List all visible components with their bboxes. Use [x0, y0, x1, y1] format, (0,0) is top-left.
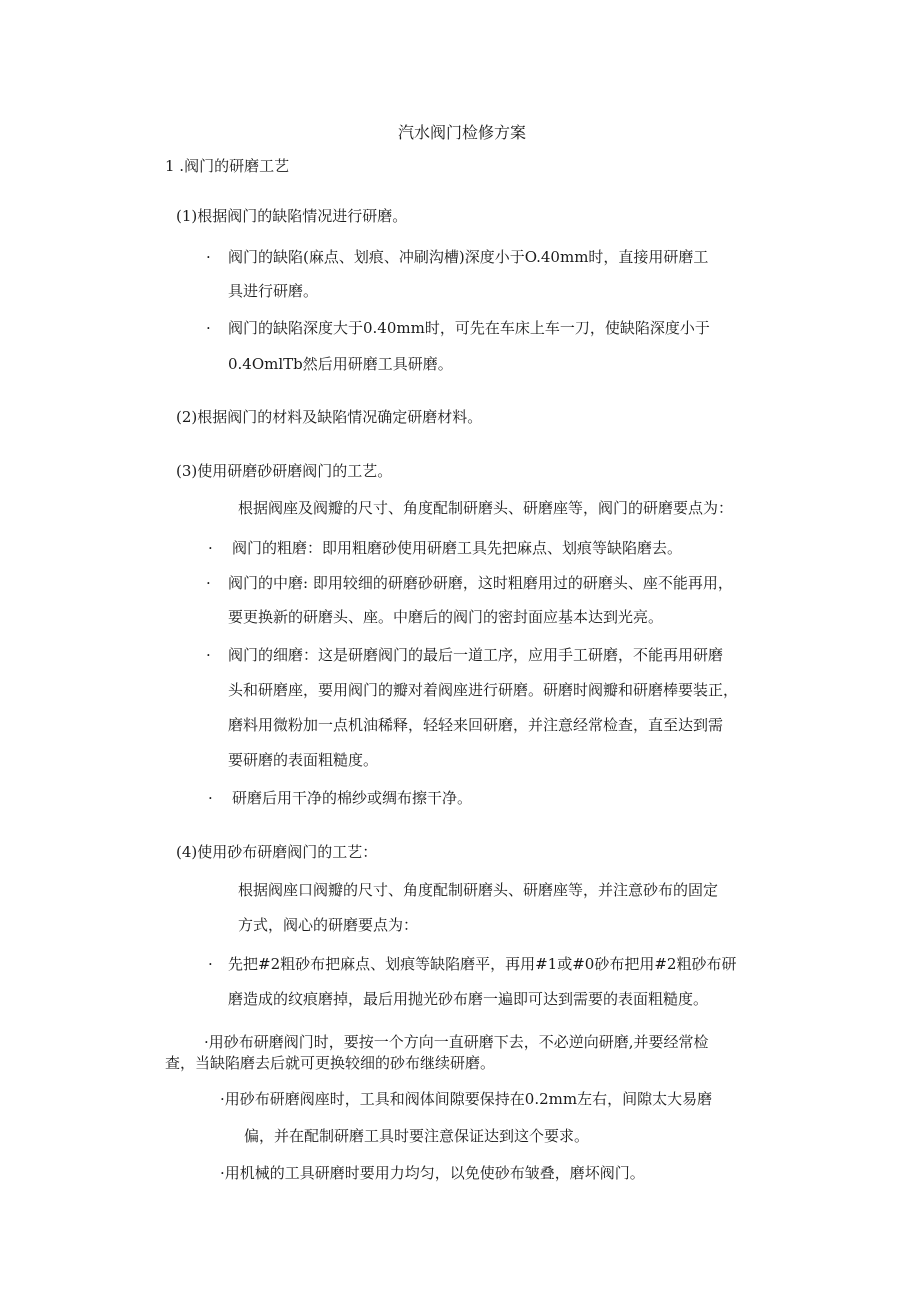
bullet: · — [206, 248, 211, 266]
section-heading-1: 1 .阀门的研磨工艺 — [165, 157, 290, 175]
paragraph-line: 根据阀座口阀瓣的尺寸、角度配制研磨头、研磨座等，并注意砂布的固定 — [238, 881, 719, 899]
paragraph-line: 阀门的细磨：这是研磨阀门的最后一道工序，应用手工研磨，不能再用研磨 — [228, 646, 724, 664]
subsection-heading-1: (1)根据阀门的缺陷情况进行研磨。 — [176, 207, 408, 225]
bullet: · — [208, 955, 213, 973]
paragraph-line: 查，当缺陷磨去后就可更换较细的砂布继续研磨。 — [165, 1054, 496, 1072]
bullet: · — [206, 646, 211, 664]
paragraph-line: 磨造成的纹痕磨掉，最后用抛光砂布磨一遍即可达到需要的表面粗糙度。 — [228, 990, 709, 1008]
paragraph-line: 0.4OmlTb然后用研磨工具研磨。 — [228, 355, 453, 373]
paragraph-line: 具进行研磨。 — [228, 282, 319, 300]
paragraph-line: 方式，阀心的研磨要点为： — [238, 916, 419, 934]
paragraph-line: ·用机械的工具研磨时要用力均匀，以免使砂布皱叠，磨坏阀门。 — [220, 1164, 645, 1182]
bullet: · — [206, 574, 211, 592]
paragraph-line: 磨料用微粉加一点机油稀释，轻轻来回研磨，并注意经常检查，直至达到需 — [228, 716, 724, 734]
paragraph-line: 要研磨的表面粗糙度。 — [228, 751, 379, 769]
paragraph-line: 研磨后用干净的棉纱或绸布擦干净。 — [232, 789, 473, 807]
subsection-heading-3: (3)使用研磨砂研磨阀门的工艺。 — [176, 462, 393, 480]
paragraph-line: 阀门的缺陷(麻点、划痕、冲刷沟槽)深度小于O.40mm时，直接用研磨工 — [228, 248, 709, 266]
bullet: · — [208, 539, 213, 557]
paragraph-line: 阀门的粗磨：即用粗磨砂使用研磨工具先把麻点、划痕等缺陷磨去。 — [232, 539, 683, 557]
paragraph-line: 阀门的缺陷深度大于0.40mm时，可先在车床上车一刀，使缺陷深度小于 — [228, 319, 710, 337]
paragraph-line: 先把#2粗砂布把麻点、划痕等缺陷磨平，再用#1或#0砂布把用#2粗砂布研 — [228, 955, 737, 973]
subsection-heading-4: (4)使用砂布研磨阀门的工艺： — [176, 843, 378, 861]
paragraph-line: ·用砂布研磨阀座时，工具和阀体间隙要保持在0.2mm左右，间隙太大易磨 — [220, 1090, 713, 1108]
paragraph-line: 要更换新的研磨头、座。中磨后的阀门的密封面应基本达到光亮。 — [228, 608, 664, 626]
paragraph-line: 头和研磨座，要用阀门的瓣对着阀座进行研磨。研磨时阀瓣和研磨棒要装正， — [228, 681, 739, 699]
paragraph-line: 偏，并在配制研磨工具时要注意保证达到这个要求。 — [244, 1127, 590, 1145]
paragraph-line: 根据阀座及阀瓣的尺寸、角度配制研磨头、研磨座等，阀门的研磨要点为： — [238, 499, 734, 517]
bullet: · — [208, 789, 213, 807]
paragraph-line: ·用砂布研磨阀门时，要按一个方向一直研磨下去，不必逆向研磨,并要经常检 — [204, 1033, 709, 1051]
paragraph-line: 阀门的中磨: 即用较细的研磨砂研磨，这时粗磨用过的研磨头、座不能再用， — [228, 574, 733, 592]
bullet: · — [206, 319, 211, 337]
document-title: 汽水阀门检修方案 — [398, 123, 527, 142]
subsection-heading-2: (2)根据阀门的材料及缺陷情况确定研磨材料。 — [176, 408, 483, 426]
